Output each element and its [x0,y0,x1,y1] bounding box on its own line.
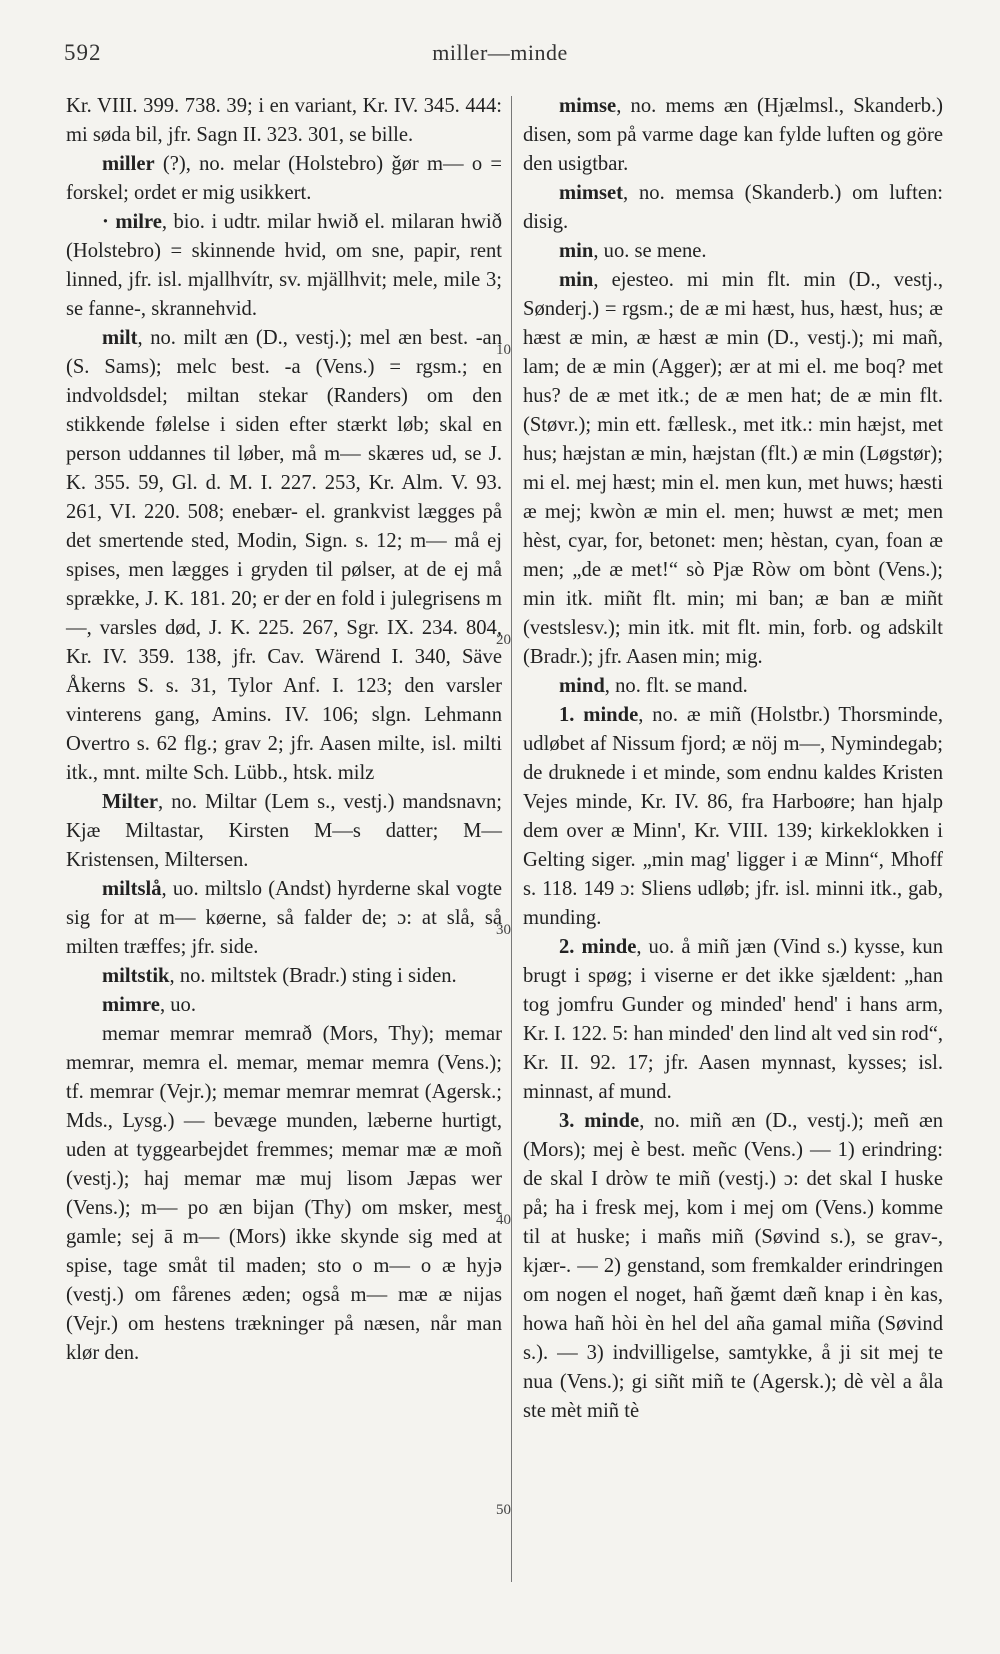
entry-text: , no. Miltar (Lem s., vestj.) mandsnavn; Kjæ Miltastar, Kirsten M—s datter; M— Kristensen, Miltersen. [66,791,502,871]
entry-text: , no. æ miñ (Holstbr.) Thorsminde, udløbet af Nissum fjord; æ nöj m—, Nymindegab; de druknede i et minde, som endnu kaldes Kristen Vejes minde, Kr. IV. 86, fra Harboøre; han hjalp dem over æ Minn', Kr. VIII. 139; kirkeklokken i Gelting siger. „min mag' ligger i æ Minn“, Mhoff s. 118. 149 ɔ: Sliens udløb; jfr. isl. minni itk., gab, munding. [523,704,943,929]
line-number-30: 30 [496,922,511,938]
entry-min-ejesteo [523,266,943,672]
entry-text: , no. miltstek (Bradr.) sting i siden. [169,965,457,987]
headword: min [559,240,594,262]
headword: 3. minde [559,1110,640,1132]
entry-milre [66,208,502,324]
entry-text: , uo. se mene. [593,240,707,262]
entry-milt [66,324,502,788]
entry-miltstik [66,962,502,991]
entry-minde-1 [523,701,943,933]
headword: miltslå [102,878,162,900]
entry-text: , no. memsa (Skanderb.) om luften: disig. [523,182,943,233]
entry-minde-3 [523,1107,943,1426]
entry-mimse [523,92,943,179]
line-number-20: 20 [496,632,511,648]
entry-text: memar memrar memrað (Mors, Thy); memar memrar, memra el. memar, memar memra (Vens.); tf. memrar (Vejr.); memar memrar memrat (Agersk.; Mds., Lysg.) — bevæge munden, læberne hurtigt, uden at tyggearbejdet fremmes; memar mæ æ moñ (vestj.); haj memar mæ muj lisom Jæpas wer (Vens.); m— po æn bijan (Thy) om msker, mest gamle; sej ā m— (Mors) ikke skynde sig med at spise, tage småt til maden; sto o m— o æ hyjə (vestj.) om fårenes æden; også m— mæ æ nijas (Vejr.) om hestens trækninger på næsen, når man klør den. [66,1023,502,1364]
headword: mimre [102,994,160,1016]
running-head: miller—minde [432,40,568,65]
headword: mind [559,675,605,697]
line-number-40: 40 [496,1212,511,1228]
entry-mimre-forms [66,1020,502,1368]
headword: milt [102,327,138,349]
entry-minde-2 [523,933,943,1107]
right-column [523,92,943,1426]
entry-miller [66,150,502,208]
headword: 2. minde [559,936,637,958]
entry-text: , uo. miltslo (Andst) hyrderne skal vogte sig for at m— køerne, så falder de; ɔ: at slå, så milten træffes; jfr. side. [66,878,502,958]
headword: mimse [559,95,617,117]
entry-text: , no. mems æn (Hjælmsl., Skanderb.) disen, som på varme dage kan fylde luften og göre den usigtbar. [523,95,943,175]
headword: 1. minde [559,704,639,726]
headword: mimset [559,182,624,204]
entry-min-uo [523,237,943,266]
entry-mind [523,672,943,701]
entry-text: Kr. VIII. 399. 738. 39; i en variant, Kr. IV. 345. 444: mi søda bil, jfr. Sagn II. 323. 301, se bille. [66,95,502,146]
entry-milter [66,788,502,875]
entry-text: , uo. å miñ jæn (Vind s.) kysse, kun brugt i spøg; i viserne er det ikke sjældent: „han tog jomfru Gunder og minded' hend' i hans arm, Kr. I. 122. 5: han minded' den lind alt ved sin rod“, Kr. II. 92. 17; jfr. Aasen mynnast, kysses; isl. minnast, af mund. [523,936,943,1103]
entry-text: , uo. [159,994,196,1016]
headword: min [559,269,594,291]
headword: Milter [102,791,159,813]
entry-text: , bio. i udtr. milar hwið el. milaran hwið (Holstebro) = skinnende hvid, om sne, papir, rent linned, jfr. isl. mjallhvítr, sv. mjällhvit; mele, mile 3; se fanne-, skrannehvid. [66,211,502,320]
entry-mimre [66,991,502,1020]
entry-text: , no. milt æn (D., vestj.); mel æn best. -an (S. Sams); melc best. -a (Vens.) = rgsm.; en indvoldsdel; miltan stekar (Randers) om den stikkende følelse i siden efter stærkt løb; skal en person uddannes til løber, må m— skæres ud, se J. K. 355. 59, Gl. d. M. I. 227. 253, Kr. Alm. V. 93. 261, VI. 220. 508; enebær- el. grankvist lægges på det smertende sted, Modin, Sign. s. 12; m— må ej spises, men lægges i gryden til pølser, at de ej må sprække, J. K. 181. 20; er der en fold i julegrisens m—, varsles død, J. K. 225. 267, Sgr. IX. 234. 804, Kr. IV. 359. 138, jfr. Cav. Wärend I. 340, Säve Åkerns S. s. 31, Tylor Anf. I. 123; den varsler vinterens gang, Amins. IV. 106; slgn. Lehmann Overtro s. 62 flg.; grav 2; jfr. Aasen milte, isl. milti itk., mnt. milte Sch. Lübb., htsk. milz [66,327,502,784]
entry-text: , no. flt. se mand. [604,675,748,697]
left-column [66,92,502,1368]
entry-text: , no. miñ æn (D., vestj.); meñ æn (Mors); mej è best. meñc (Vens.) — 1) erindring: de skal I dròw te miñ (vestj.) ɔ: det skal I huske på; ha i fresk mej, kom i mej om (Vens.) komme til at huske; i mañs miñ (Søvind s.), se grav-, kjær-. — 2) genstand, som fremkalder erindringen om nogen el noget, hañ ǧæmt dæñ knap i èn kas, howa hañ hòi èn hel del aña gamal miña (Søvind s.). — 3) indvilligelse, samtykke, å ji sit mej te nua (Vens.); gi siñt miñ te (Agersk.); dè vèl a åla ste mèt miñ tè [523,1110,943,1422]
entry-continuation [66,92,502,150]
line-number-50: 50 [496,1502,511,1518]
column-divider [511,96,512,1582]
entry-text: , ejesteo. mi min flt. min (D., vestj., Sønderj.) = rgsm.; de æ mi hæst, hus, hæst, hus; æ hæst æ min, æ hæst æ min (D., vestj.); mi mañ, lam; de æ min (Agger); ær at mi el. me boq? met hus? de æ met itk.; de æ men hat; de æ min flt. (Støvr.); min ett. fællesk., met itk.: min hæjst, met hus; hæjstan æ min, hæjstan (flt.) æ min (Løgstør); mi el. mej hæst; min el. men kun, met huws; hæsti æ mej; kwòn æ min el. men; huwst æ met; men hèst, cyar, for, betonet: men; hèstan, cyan, foan æ men; „de æ met!“ sò Pjæ Ròw om bònt (Vens.); min itk. miñt flt. min; mi ban; æ ban æ miñt (vestslesv.); min itk. mit flt. min, forb. og adskilt (Bradr.); jfr. Aasen min; mig. [523,269,943,668]
line-number-10: 10 [496,342,511,358]
page-number: 592 [64,40,102,65]
entry-miltsla [66,875,502,962]
headword: · milre [102,211,162,233]
entry-mimset [523,179,943,237]
headword: miltstik [102,965,170,987]
entry-text: (?), no. melar (Holstebro) ǧør m— o = forskel; ordet er mig usikkert. [66,153,502,204]
headword: miller [102,153,155,175]
